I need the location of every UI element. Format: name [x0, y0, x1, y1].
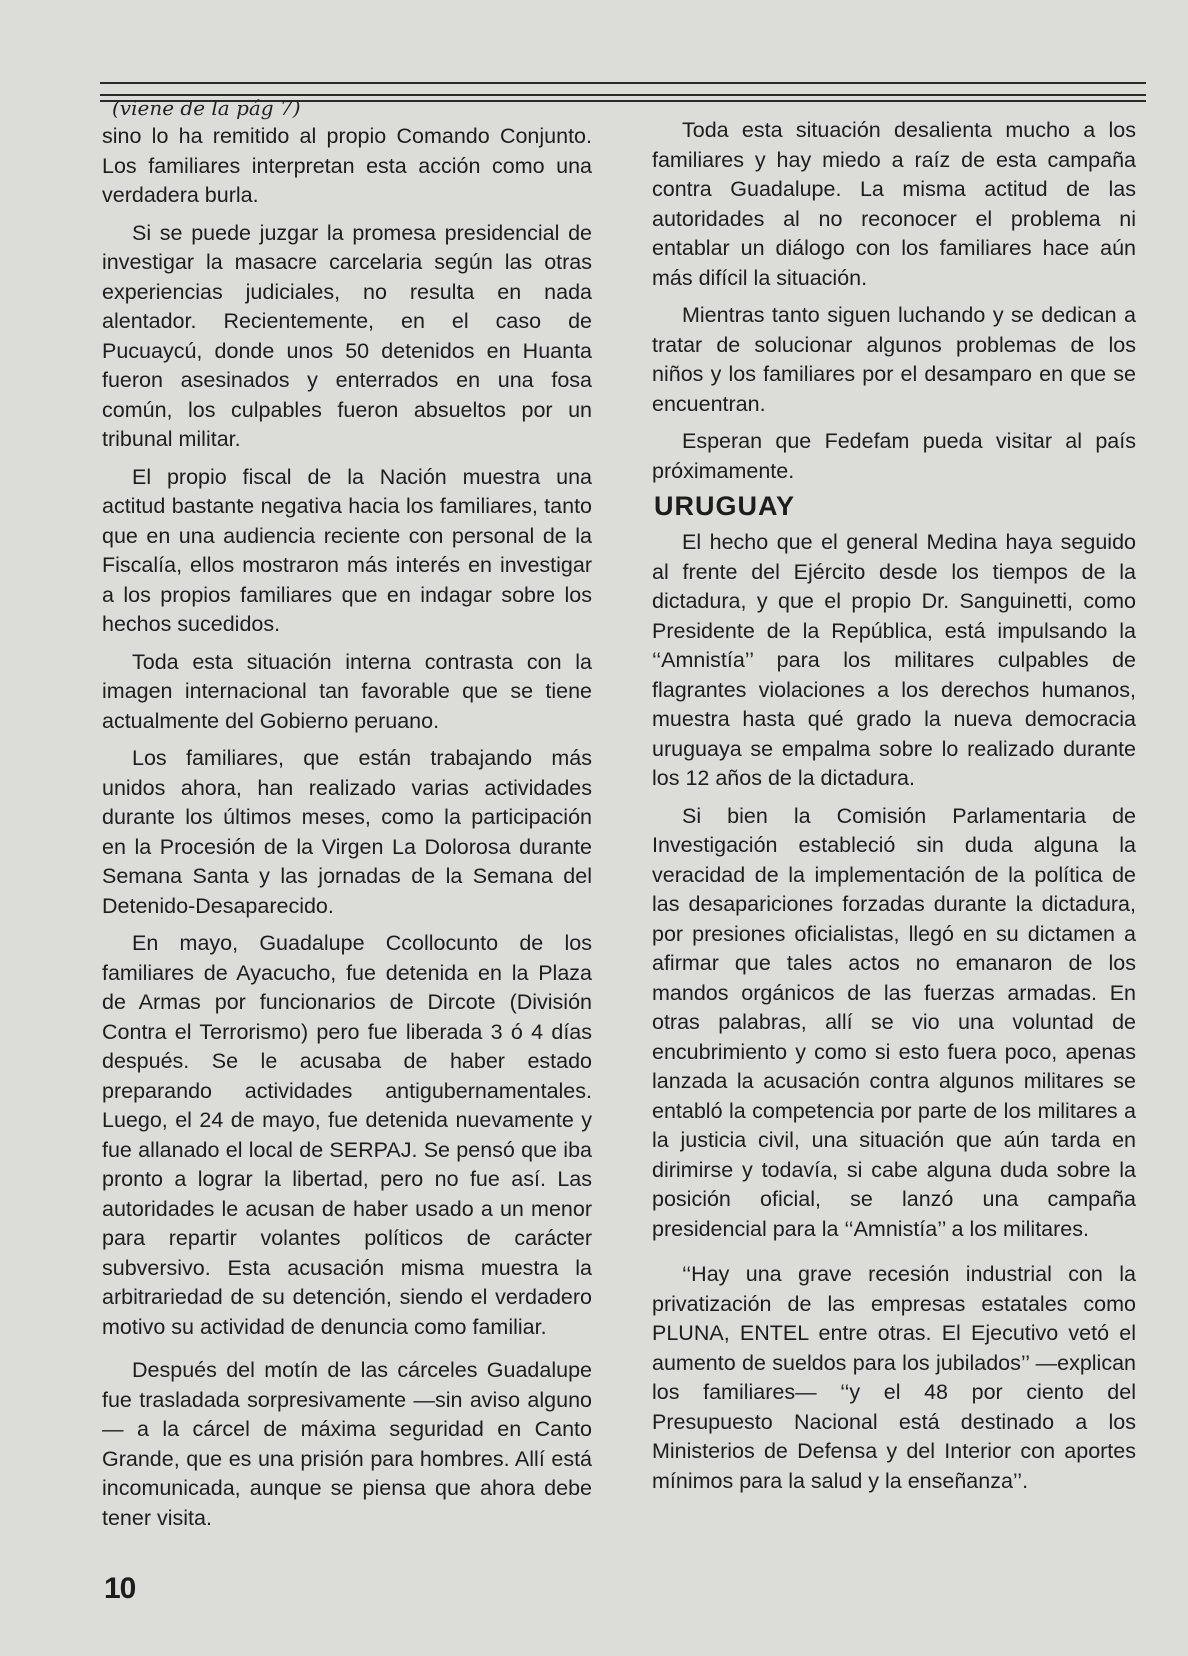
continuation-note: (viene de la pág 7) [112, 96, 301, 120]
left-column [102, 122, 592, 1533]
paragraph: Si se puede juzgar la promesa presidencial de investigar la masacre carcelaria según las otras experiencias judiciales, no resulta en nada alentador. Recientemente, en el caso de Pucuaycú, donde unos 50 detenidos en Huanta fueron asesinados y enterrados en una fosa común, los culpables fueron absueltos por un tribunal militar. [102, 220, 592, 451]
paragraph: sino lo ha remitido al propio Comando Conjunto. Los familiares interpretan esta acción como una verdadera burla. [102, 124, 592, 207]
paragraph: Si bien la Comisión Parlamentaria de Investigación estableció sin duda alguna la veracidad de la implementación de la política de las desapariciones forzadas durante la dictadura, por presiones oficialistas, llegó en su dictamen a afirmar que tales actos no emanaron de los mandos orgánicos de las fuerzas armadas. En otras palabras, allí se vio una voluntad de encubrimiento y como si esto fuera poco, apenas lanzada la acusación contra algunos militares se entabló la competencia por parte de los militares a la justicia civil, una situación que aún tarda en dirimirse y todavía, si cabe alguna duda sobre la posición oficial, se lanzó una campaña presidencial para la ‘‘Amnistía’’ a los militares. [652, 803, 1136, 1241]
paragraph: El propio fiscal de la Nación muestra una actitud bastante negativa hacia los familiares, tanto que en una audiencia reciente con personal de la Fiscalía, ellos mostraron más interés en investigar a los propios familiares que en indagar sobre los hechos sucedidos. [102, 464, 592, 636]
paragraph: Los familiares, que están trabajando más unidos ahora, han realizado varias actividades durante los últimos meses, como la participación en la Procesión de la Virgen La Dolorosa durante Semana Santa y las jornadas de la Semana del Detenido-Desaparecido. [102, 746, 592, 918]
paragraph: ‘‘Hay una grave recesión industrial con la privatización de las empresas estatales como PLUNA, ENTEL entre otras. El Ejecutivo vetó el aumento de sueldos para los jubilados’’ —explican los familiares— ‘‘y el 48 por ciento del Presupuesto Nacional está destinado a los Ministerios de Defensa y del Interior con aportes mínimos para la salud y la enseñanza’’. [652, 1262, 1136, 1493]
page-number: 10 [104, 1572, 136, 1605]
paragraph: Toda esta situación interna contrasta con la imagen internacional tan favorable que se tiene actualmente del Gobierno peruano. [102, 649, 592, 733]
paragraph: Toda esta situación desalienta mucho a los familiares y hay miedo a raíz de esta campaña contra Guadalupe. La misma actitud de las autoridades al no reconocer el problema ni entablar un diálogo con los familiares hace aún más difícil la situación. [652, 118, 1136, 290]
paragraph: Después del motín de las cárceles Guadalupe fue trasladada sorpresivamente —sin aviso alguno— a la cárcel de máxima seguridad en Canto Grande, que es una prisión para hombres. Allí está incomunicada, aunque se piensa que ahora debe tener visita. [102, 1358, 592, 1530]
paragraph: Esperan que Fedefam pueda visitar al país próximamente. [652, 429, 1136, 483]
paragraph: Mientras tanto siguen luchando y se dedican a tratar de solucionar algunos problemas de los niños y los familiares por el desamparo en que se encuentran. [652, 303, 1136, 416]
header-rule-top [100, 82, 1146, 84]
section-heading-uruguay: URUGUAY [654, 491, 796, 521]
paragraph: En mayo, Guadalupe Ccollocunto de los familiares de Ayacucho, fue detenida en la Plaza de Armas por funcionarios de Dircote (División Contra el Terrorismo) pero fue liberada 3 ó 4 días después. Se le acusaba de haber estado preparando actividades antigubernamentales. Luego, el 24 de mayo, fue detenida nuevamente y fue allanado el local de SERPAJ. Se pensó que iba pronto a lograr la libertad, pero no fue así. Las autoridades le acusan de haber usado a un menor para repartir volantes políticos de carácter subversivo. Esta acusación misma muestra la arbitrariedad de su detención, siendo el verdadero motivo su actividad de denuncia como familiar. [102, 931, 592, 1339]
paragraph: El hecho que el general Medina haya seguido al frente del Ejército desde los tiempos de la dictadura, y que el propio Dr. Sanguinetti, como Presidente de la República, está impulsando la ‘‘Amnistía’’ para los militares culpables de flagrantes violaciones a los derechos humanos, muestra hasta qué grado la nueva democracia uruguaya se empalma sobre lo realizado durante los 12 años de la dictadura. [652, 530, 1136, 790]
right-column [652, 116, 1136, 1496]
